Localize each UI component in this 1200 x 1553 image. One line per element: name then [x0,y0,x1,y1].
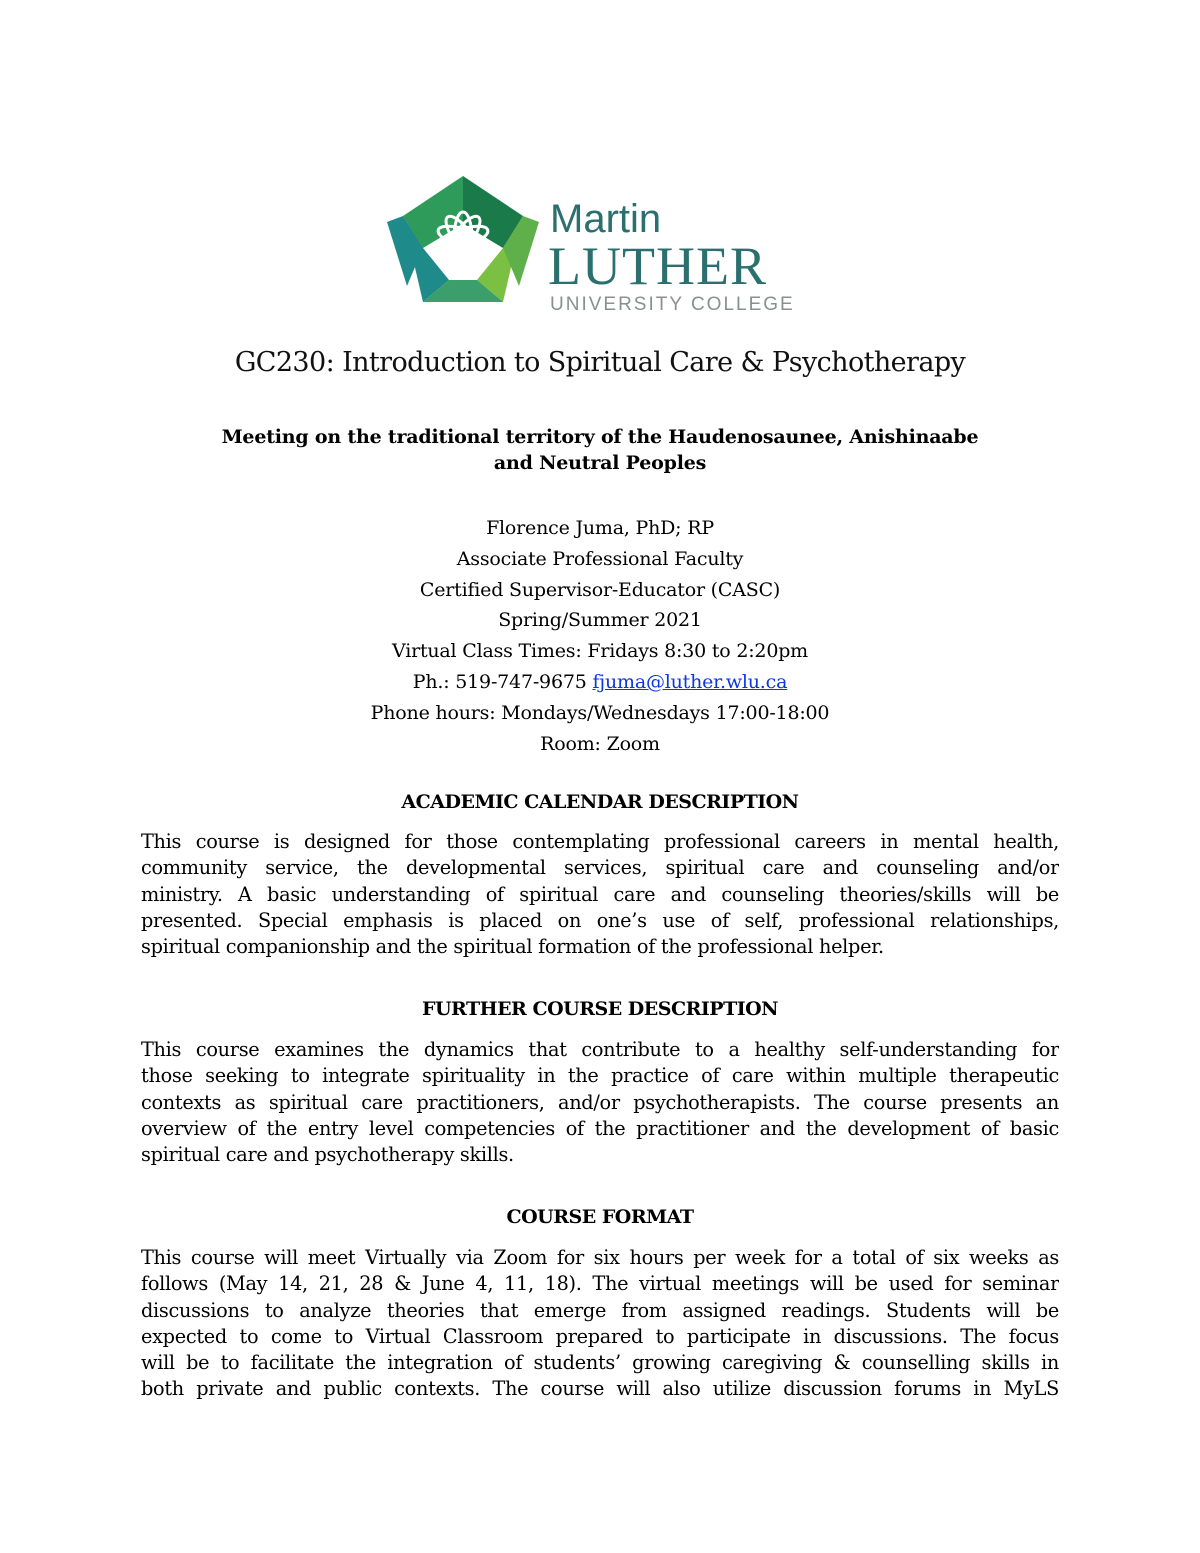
territory-acknowledgement [140,424,1060,476]
territory-line: and Neutral Peoples [493,452,707,474]
phone-email-line [0,667,1200,698]
paragraph-line: presented. Special emphasis is placed on one’s use of self, professional relationships, [141,908,1059,932]
section-heading-academic: ACADEMIC CALENDAR DESCRIPTION [401,791,799,813]
instructor-contact-block [0,513,1200,759]
paragraph-line: This course is designed for those contemplating professional careers in mental health, [141,830,1059,853]
course-term: Spring/Summer 2021 [498,609,702,632]
paragraph-line: will be to facilitate the integration of students’ growing caregiving & counselling skills in [141,1351,1059,1375]
email-link[interactable]: fjuma@luther.wlu.ca [592,670,788,693]
paragraph-line: spiritual companionship and the spiritual formation of the professional helper. [141,935,884,959]
course-format-paragraph [141,1245,1059,1403]
paragraph-line: both private and public contexts. The course will also utilize discussion forums in MyLS [141,1377,1059,1401]
paragraph-line: discussions to analyze theories that emerge from assigned readings. Students will be [141,1298,1059,1322]
university-logo [385,176,815,316]
phone-number: Ph.: 519-747-9675 [412,670,587,693]
paragraph-line: This course examines the dynamics that contribute to a healthy self-understanding for [141,1038,1059,1061]
section-heading-format: COURSE FORMAT [506,1206,694,1228]
further-description-paragraph [141,1037,1059,1168]
instructor-position: Associate Professional Faculty [456,547,744,570]
room: Room: Zoom [540,732,660,755]
paragraph-line: ministry. A basic understanding of spiritual care and counseling theories/skills will be [141,882,1059,906]
logo-college-text: UNIVERSITY COLLEGE [550,294,795,315]
paragraph-line: This course will meet Virtually via Zoom for six hours per week for a total of six weeks as [141,1246,1059,1269]
territory-line: Meeting on the traditional territory of the Haudenosaunee, Anishinaabe [221,426,979,448]
section-heading-further: FURTHER COURSE DESCRIPTION [421,998,779,1020]
academic-description-paragraph [141,829,1059,960]
pentagon-flower-logo-icon [385,176,815,316]
paragraph-line: overview of the entry level competencies of the practitioner and the development of basic [141,1116,1059,1140]
course-title: GC230: Introduction to Spiritual Care & Psychotherapy [234,347,966,378]
paragraph-line: follows (May 14, 21, 28 & June 4, 11, 18). The virtual meetings will be used for seminar [141,1272,1059,1296]
logo-luther-text: LUTHER [548,236,767,296]
paragraph-line: those seeking to integrate spirituality in the practice of care within multiple therapeutic [141,1064,1059,1088]
paragraph-line: spiritual care and psychotherapy skills. [141,1143,514,1167]
paragraph-line: community service, the developmental services, spiritual care and counseling and/or [141,856,1059,880]
phone-hours: Phone hours: Mondays/Wednesdays 17:00-18:00 [370,701,830,724]
paragraph-line: expected to come to Virtual Classroom prepared to participate in discussions. The focus [141,1324,1059,1348]
instructor-name: Florence Juma, PhD; RP [486,517,714,539]
logo-martin-text: Martin [550,197,662,241]
paragraph-line: contexts as spiritual care practitioners, and/or psychotherapists. The course presents an [141,1090,1059,1114]
instructor-certification: Certified Supervisor-Educator (CASC) [419,578,781,601]
class-times: Virtual Class Times: Fridays 8:30 to 2:20pm [392,640,808,663]
